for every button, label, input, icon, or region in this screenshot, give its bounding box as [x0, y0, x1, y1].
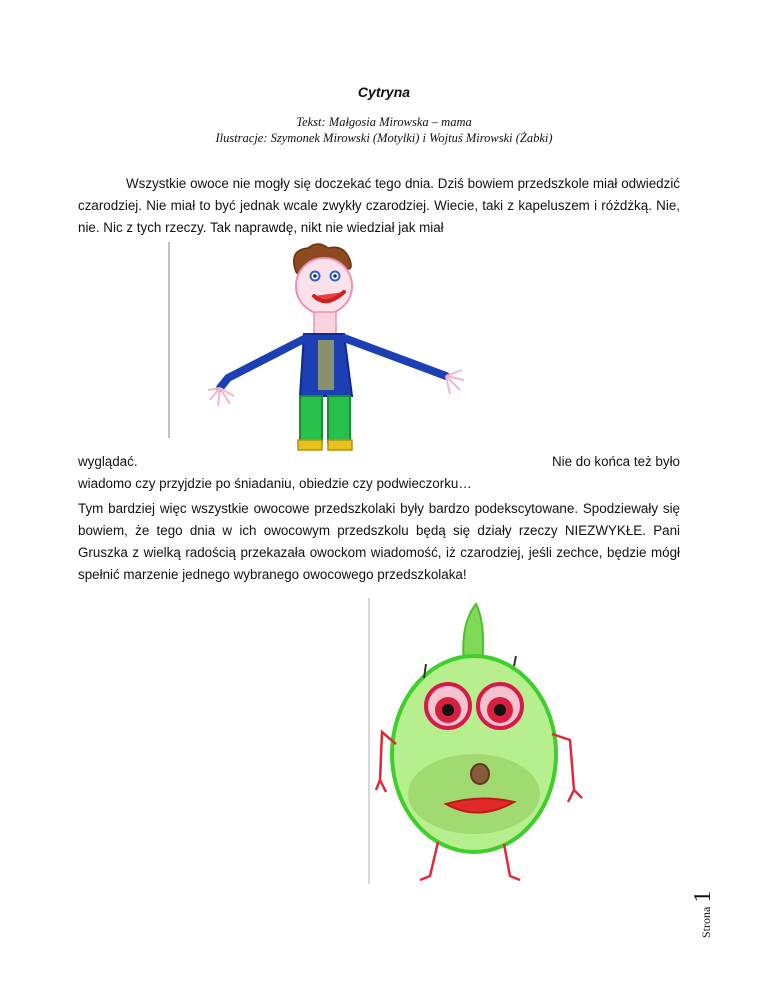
lemon-drawing: [364, 594, 604, 890]
paragraph-excitement: Tym bardziej więc wszystkie owocowe przedszkolaki były bardzo podekscytowane. Spodziewały się bowiem, że tego dnia w ich owocowym przedszkolu będą się działy rzeczy NIEZWYKŁE. Pani Gruszka z wielką radością przekazała owockom wiadomość, iż czarodziej, jeśli zechce, będzie mógł spełnić marzenie jednego wybranego owocowego przedszkolaka!: [78, 501, 680, 582]
page-number: 1: [690, 890, 716, 903]
illustration-credit: Ilustracje: Szymonek Mirowski (Motylki) i Wojtuś Mirowski (Żabki): [215, 131, 553, 145]
page-footer: [690, 848, 718, 938]
text-line-timing: wiadomo czy przyjdzie po śniadaniu, obiedzie czy podwieczorku…: [78, 476, 472, 491]
wizard-drawing: [168, 238, 508, 456]
text-line-left: wyglądać.: [78, 454, 138, 469]
document-title: Cytryna: [357, 84, 411, 100]
paragraph-intro: Wszystkie owoce nie mogły się doczekać tego dnia. Dziś bowiem przedszkole miał odwiedzić czarodziej. Nie miał to być jednak wcale zwykły czarodziej. Wiecie, taki z kapeluszem i różdżką. Nie, nie. Nic z tych rzeczy. Tak naprawdę, nikt nie wiedział jak miał: [78, 176, 680, 235]
text-credit: Tekst: Małgosia Mirowska – mama: [296, 115, 472, 129]
text-line-right: Nie do końca też było: [551, 454, 680, 469]
page-label: Strona: [699, 906, 713, 938]
text-line-continuation: [78, 451, 680, 473]
